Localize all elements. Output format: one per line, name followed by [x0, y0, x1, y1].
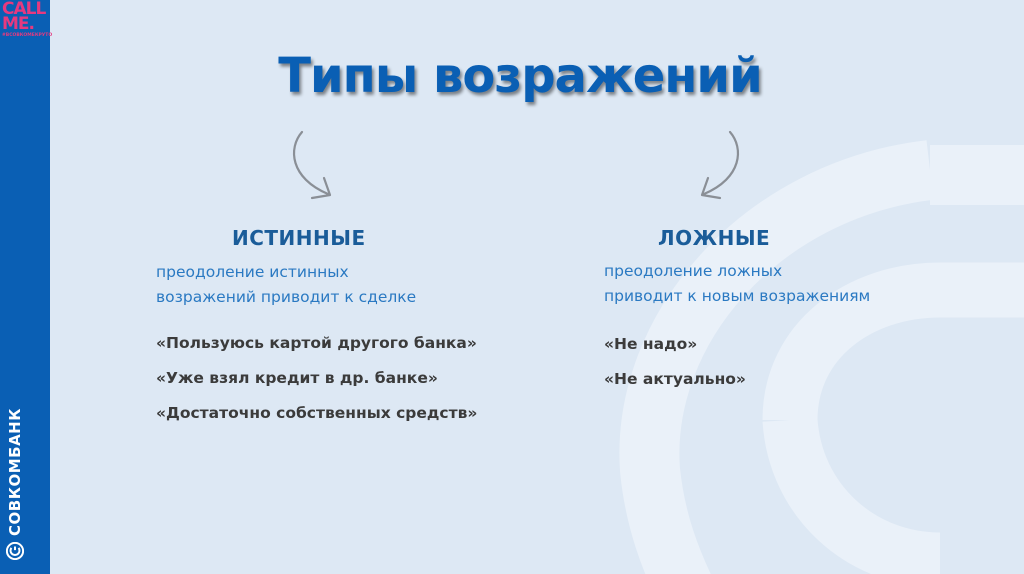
true-objections-description [156, 260, 416, 310]
brand-name: СОВКОМБАНК [6, 408, 24, 536]
sovcombank-logo-icon [6, 542, 24, 560]
brand-logo [6, 408, 24, 560]
true-objection-example-1: «Пользуюсь картой другого банка» [156, 334, 477, 352]
campaign-logo [2, 0, 53, 39]
false-objections-description-line1: преодоление ложных [604, 262, 783, 280]
false-objection-example-2: «Не актуально» [604, 370, 746, 388]
campaign-logo-line1: CALL [2, 0, 46, 19]
false-objections-description [604, 259, 870, 309]
left-curved-arrow-icon [288, 128, 344, 204]
false-objections-heading: ЛОЖНЫЕ [658, 226, 771, 250]
slide-title: Типы возражений [278, 48, 762, 104]
true-objections-description-line2: возражений приводит к сделке [156, 288, 417, 306]
true-objection-example-2: «Уже взял кредит в др. банке» [156, 369, 438, 387]
campaign-logo-line2: ME. [2, 14, 34, 34]
false-objections-description-line2: приводит к новым возражениям [604, 287, 871, 305]
true-objections-description-line1: преодоление истинных [156, 263, 349, 281]
campaign-hashtag: #ВСОВКОМЕКРУТО [2, 33, 53, 38]
false-objection-example-1: «Не надо» [604, 335, 698, 353]
true-objection-example-3: «Достаточно собственных средств» [156, 404, 478, 422]
brand-sidebar [0, 0, 53, 574]
true-objections-heading: ИСТИННЫЕ [232, 226, 366, 250]
right-curved-arrow-icon [690, 128, 746, 204]
